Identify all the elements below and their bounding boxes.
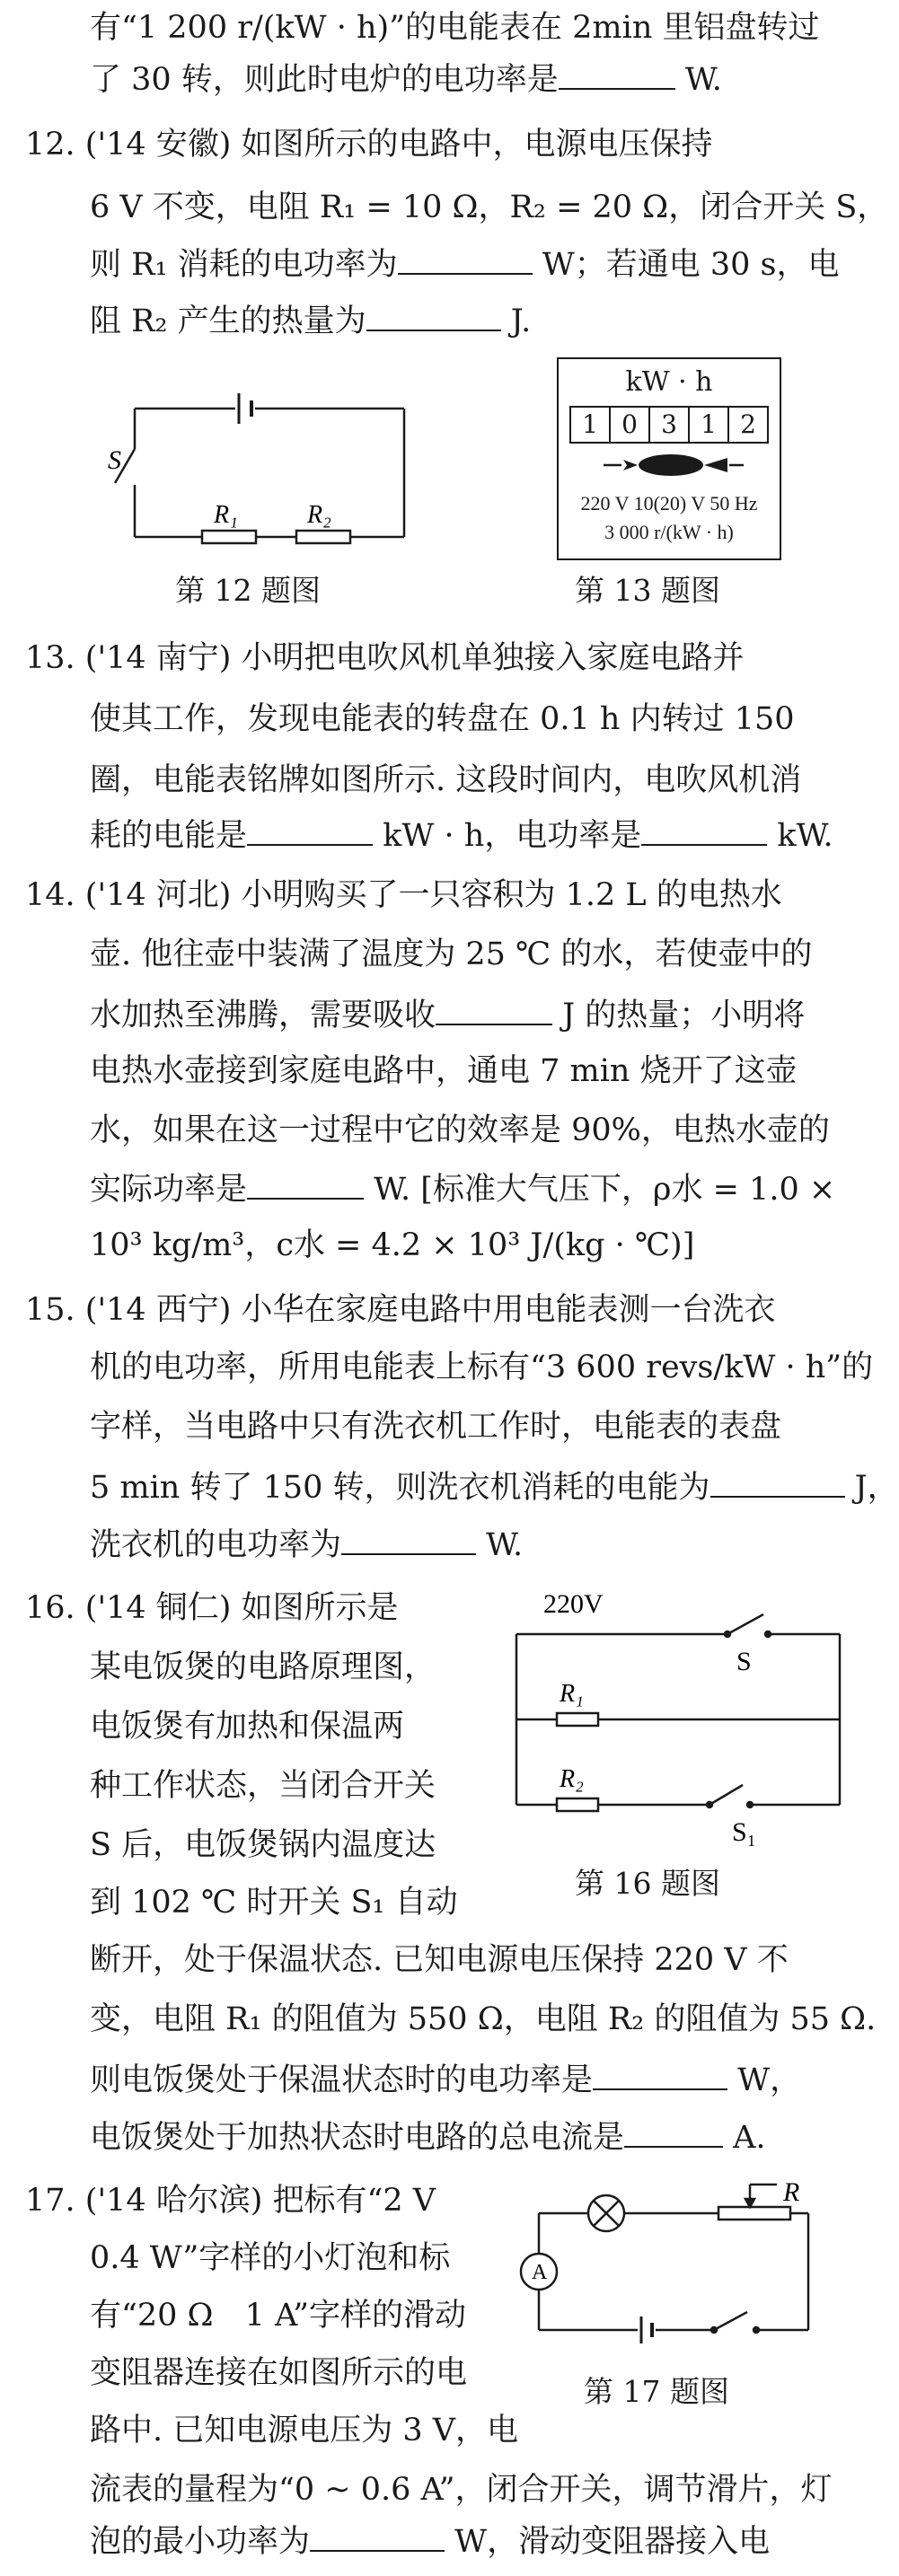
q16-text-line: 16. ('14 铜仁) 如图所示是 [25,1590,399,1626]
q15-text-line [90,1465,899,1508]
q17-text-line: 0.4 W”字样的小灯泡和标 [90,2240,451,2276]
fig12-label-r1: R₁ [214,501,238,529]
q16-unit: A. [723,2120,766,2156]
fig16-label-s1: S₁ [732,1817,757,1847]
q15-text-line: 字样，当电路中只有洗衣机工作时，电能表的表盘 [90,1409,782,1445]
q12-text: 则 R₁ 消耗的电功率为 [90,247,398,283]
answer-blank[interactable] [710,1465,845,1498]
fig17-ammeter-label: A [532,2261,548,2284]
q17-text: W，滑动变阻器接入电 [445,2524,771,2560]
q17-text-line: 流表的量程为“0 ~ 0.6 A”，闭合开关，调节滑片，灯 [90,2472,833,2508]
q13-text-line [90,813,833,857]
fig16-label-s: S [736,1647,752,1676]
q14-text: 水加热至沸腾，需要吸收 [90,998,436,1033]
q12-text-line: 12. ('14 安徽) 如图所示的电路中，电源电压保持 [25,127,713,163]
q14-text: J 的热量；小明将 [552,998,806,1033]
answer-blank[interactable] [341,1523,476,1555]
q16-text-line [90,2058,801,2101]
fig17-label-r: R [783,2177,800,2207]
q17-text-line: 有“20 Ω 1 A”字样的滑动 [90,2298,466,2334]
answer-blank[interactable] [398,242,533,275]
fig12-label-r2: R₂ [307,501,331,529]
meter-digit-row [569,406,769,444]
q12-text: 阻 R₂ 产生的热量为 [90,303,366,339]
q13-text-line: 13. ('14 南宁) 小明把电吹风机单独接入家庭电路并 [25,640,745,676]
q16-text: 电饭煲处于加热状态时电路的总电流是 [90,2120,625,2156]
figure-17-caption: 第 17 题图 [584,2374,729,2409]
fig16-label-r2: R₂ [560,1765,584,1793]
q14-text: W. [标准大气压下，ρ水 = 1.0 × [364,1172,836,1208]
q17-text-line: 路中. 已知电源电压为 3 V，电 [90,2413,519,2449]
q13-text-line: 使其工作，发现电能表的转盘在 0.1 h 内转过 150 [90,701,795,737]
meter-spec-line-1: 220 V 10(20) V 50 Hz [580,492,758,514]
q16-text-line: 变，电阻 R₁ 的阻值为 550 Ω，电阻 R₂ 的阻值为 55 Ω. [90,2001,877,2037]
q14-text-line: 14. ('14 河北) 小明购买了一只容积为 1.2 L 的电热水 [25,877,782,913]
q15-text-line: 机的电功率，所用电能表上标有“3 600 revs/kW · h”的 [90,1350,874,1385]
q17-text: 泡的最小功率为 [90,2524,311,2560]
q13-unit: kW. [767,818,833,854]
answer-blank[interactable] [641,813,767,846]
q15-unit: W. [476,1527,524,1563]
q16-text-line: S 后，电饭煲锅内温度达 [90,1827,436,1863]
q16-text-line: 种工作状态，当闭合开关 [90,1768,436,1804]
q16-text-line: 某电饭煲的电路原理图， [90,1649,436,1685]
q11-text-line: 有“1 200 r/(kW · h)”的电能表在 2min 里铝盘转过 [90,10,820,46]
q14-text-line [90,993,805,1036]
q13-text-line: 圈，电能表铭牌如图所示. 这段时间内，电吹风机消 [90,762,802,798]
figure-17-circuit [521,2177,826,2366]
q13-text: kW · h，电功率是 [373,818,642,854]
answer-blank[interactable] [310,2519,445,2552]
q17-text-line: 变阻器连接在如图所示的电 [90,2355,468,2391]
q12-text-line: 6 V 不变，电阻 R₁ = 10 Ω，R₂ = 20 Ω，闭合开关 S， [90,189,889,225]
q12-text-line [90,242,840,286]
q15-text-line [90,1523,523,1566]
q17-text-line [90,2519,770,2563]
meter-digit: 0 [611,408,650,442]
q13-text: 耗的电能是 [90,818,248,854]
q16-text-line [90,2115,766,2158]
q14-text: 实际功率是 [90,1172,248,1208]
figure-13-caption: 第 13 题图 [575,573,720,608]
q14-text-line: 10³ kg/m³，c水 = 4.2 × 10³ J/(kg · ℃)] [90,1227,695,1263]
meter-digit: 3 [650,408,690,442]
figure-13-meter [557,357,781,560]
q11-text-line [90,57,722,101]
meter-digit: 2 [740,409,756,439]
q16-text: W， [727,2062,802,2098]
answer-blank[interactable] [366,299,501,331]
figure-16-caption: 第 16 题图 [575,1866,720,1901]
meter-unit-label: kW · h [625,366,713,398]
fig12-label-s: S [108,445,121,475]
answer-blank[interactable] [247,813,373,846]
figure-12-caption: 第 12 题图 [175,573,321,608]
q16-text-line: 到 102 ℃ 时开关 S₁ 自动 [90,1885,458,1921]
q15-text: 5 min 转了 150 转，则洗衣机消耗的电能为 [90,1470,710,1506]
q12-text-line [90,299,531,342]
q17-text-line: 17. ('14 哈尔滨) 把标有“2 V [25,2183,436,2219]
meter-spec-line-2: 3 000 r/(kW · h) [604,521,734,543]
meter-rotor-icon [595,447,747,483]
q11-unit: W. [674,62,722,98]
answer-blank[interactable] [436,993,552,1025]
q15-text: J， [844,1470,899,1506]
q14-text-line [90,1167,835,1210]
answer-blank[interactable] [624,2115,723,2148]
figure-12-circuit [108,368,431,557]
meter-digit: 1 [690,408,729,442]
q16-text: 则电饭煲处于保温状态时的电功率是 [90,2062,594,2098]
figure-16-circuit [507,1580,849,1850]
q14-text-line: 壶. 他往壶中装满了温度为 25 ℃ 的水，若使壶中的 [90,936,813,972]
answer-blank[interactable] [247,1167,364,1200]
answer-blank[interactable] [559,57,675,90]
fig16-label-r1: R₁ [560,1680,584,1708]
q16-text-line: 电饭煲有加热和保温两 [90,1709,405,1745]
fig16-label-voltage: 220V [543,1589,604,1619]
q15-text-line: 15. ('14 西宁) 小华在家庭电路中用电能表测一台洗衣 [25,1292,776,1328]
q12-text: J. [500,303,532,339]
q12-text: W；若通电 30 s，电 [532,247,840,283]
answer-blank[interactable] [593,2058,727,2090]
meter-digit: 1 [571,408,611,442]
q11-text: 了 30 转，则此时电炉的电功率是 [90,62,559,98]
q16-text-line: 断开，处于保温状态. 已知电源电压保持 220 V 不 [90,1942,789,1978]
q14-text-line: 电热水壶接到家庭电路中，通电 7 min 烧开了这壶 [90,1053,798,1089]
q14-text-line: 水，如果在这一过程中它的效率是 90%，电热水壶的 [90,1112,830,1148]
q15-text: 洗衣机的电功率为 [90,1527,342,1563]
